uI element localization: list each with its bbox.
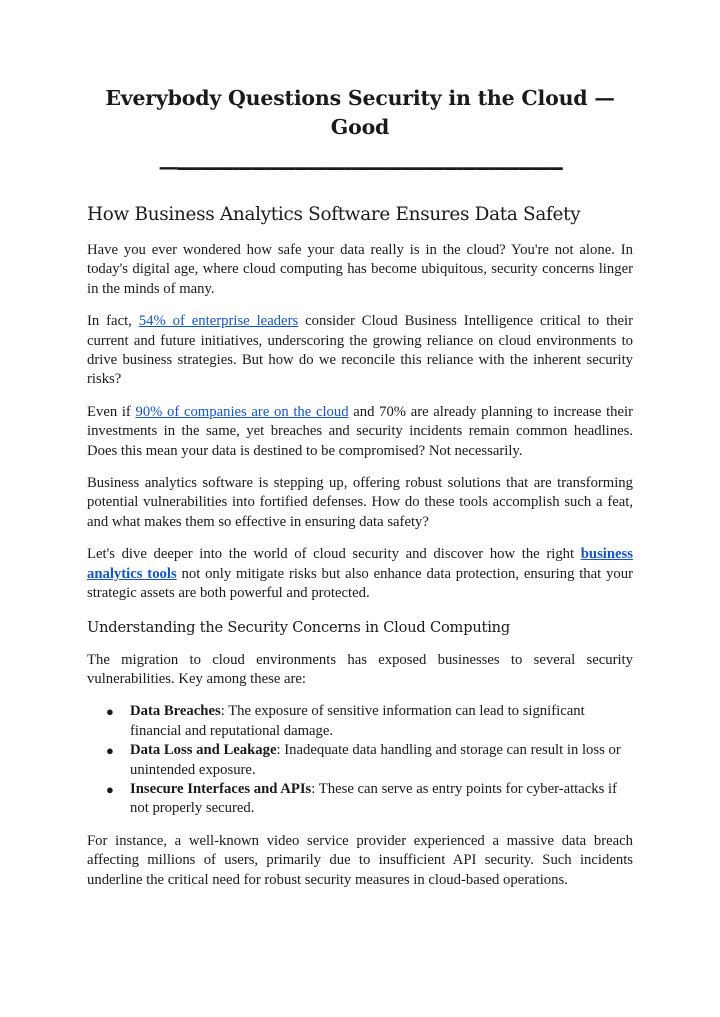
paragraph-analytics-text: Business analytics software is stepping up, offering robust solutions that are transforming potential vulnerabilities into fortified defenses. How do these tools accomplish such a feat, and what makes them so effective in ensuring data safety?	[87, 475, 633, 530]
business-analytics-tools-link[interactable]: business analytics tools	[87, 546, 633, 582]
list-item-desc: : Inadequate data handling and storage can result in loss or unintended exposure.	[130, 742, 621, 778]
paragraph-companies-rest: and 70% are already planning to increase their investments in the same, yet breaches and security incidents remain common headlines. Does this mean your data is destined to be compromised? Not necessarily.	[87, 403, 633, 459]
bullet-icon: ●	[106, 704, 114, 720]
paragraph-dive-deeper-lead: Let's dive deeper into the world of cloud security and discover how the right	[87, 546, 581, 563]
paragraph-intro-text: Have you ever wondered how safe your data really is in the cloud? You're not alone. In today's digital age, where cloud computing has become ubiquitous, security concerns linger in the minds of many.	[87, 242, 633, 297]
paragraph-analytics	[87, 474, 633, 532]
companies-on-cloud-link[interactable]: 90% of companies are on the cloud	[135, 403, 349, 420]
paragraph-example	[87, 832, 633, 890]
paragraph-intro	[87, 241, 633, 299]
subsection-heading: Understanding the Security Concerns in Cloud Computing	[87, 618, 511, 636]
paragraph-companies-lead: Even if	[87, 403, 136, 420]
enterprise-leaders-link[interactable]: 54% of enterprise leaders	[138, 313, 299, 330]
paragraph-dive-deeper-rest: not only mitigate risks but also enhance data protection, ensuring that your strategic assets are both powerful and protected.	[87, 565, 633, 602]
bullet-icon: ●	[106, 781, 114, 797]
bullet-icon: ●	[106, 743, 114, 759]
paragraph-example-text: For instance, a well-known video service provider experienced a massive data breach affecting millions of users, primarily due to insufficient API security. Such incidents underline the critical need for robust security measures in cloud-based operations.	[87, 832, 633, 888]
paragraph-migration-text: The migration to cloud environments has exposed businesses to several security vulnerabilities. Key among these are:	[87, 651, 633, 687]
vulnerability-list	[87, 702, 633, 818]
list-item	[106, 702, 633, 741]
paragraph-companies	[87, 403, 633, 461]
separator-rule: —--------------------------------------------------------------	[158, 155, 562, 179]
list-item-term: Insecure Interfaces and APIs	[130, 780, 312, 797]
paragraph-enterprise-lead: In fact,	[87, 313, 139, 330]
list-item	[106, 741, 633, 780]
paragraph-dive-deeper	[87, 545, 633, 603]
document-page	[87, 84, 633, 890]
document-title: Everybody Questions Security in the Cloud — Good	[105, 86, 615, 139]
list-item	[106, 780, 633, 819]
paragraph-enterprise	[87, 312, 633, 390]
section-heading: How Business Analytics Software Ensures Data Safety	[87, 204, 581, 225]
paragraph-migration	[87, 651, 633, 690]
list-item-desc: : These can serve as entry points for cyber-attacks if not properly secured.	[130, 780, 617, 817]
list-item-term: Data Breaches	[130, 703, 221, 720]
list-item-desc: : The exposure of sensitive information can lead to significant financial and reputational damage.	[130, 703, 585, 739]
paragraph-enterprise-rest: consider Cloud Business Intelligence critical to their current and future initiatives, underscoring the growing reliance on cloud environments to drive business strategies. But how do we reconcile this reliance with the inherent security risks?	[87, 313, 634, 388]
list-item-term: Data Loss and Leakage	[130, 742, 277, 759]
